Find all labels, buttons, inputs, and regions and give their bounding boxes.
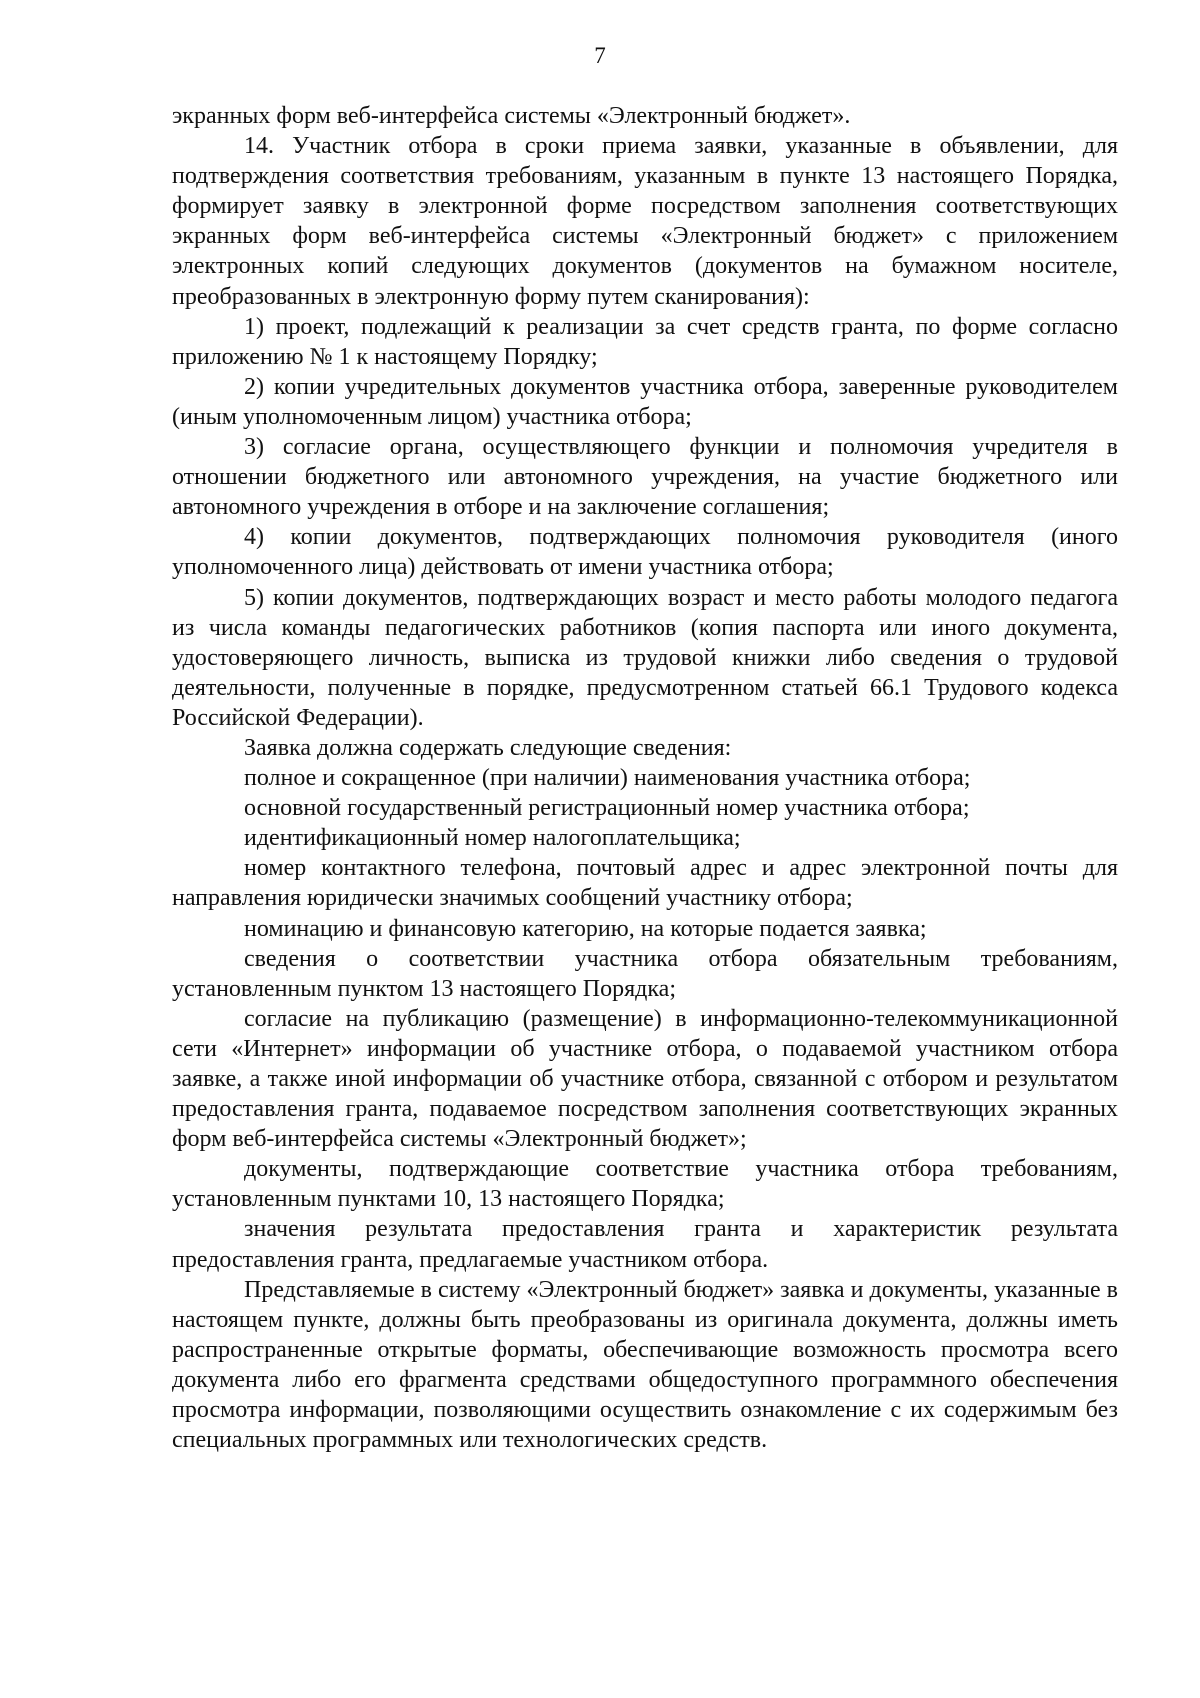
list-item-4: 4) копии документов, подтверждающих полномочия руководителя (иного уполномоченного лица) действовать от имени участника отбора; xyxy=(172,524,1118,581)
paragraph-file-formats: Представляемые в систему «Электронный бюджет» заявка и документы, указанные в настоящем пункте, должны быть преобразованы из оригинала документа, должны иметь распространенные открытые форматы, обеспечивающие возможность просмотра всего документа либо его фрагмента средствами общедоступного программного обеспечения просмотра информации, позволяющими осуществить ознакомление с их содержимым без специальных программных или технологических средств. xyxy=(172,1276,1118,1454)
paragraph-compliance: сведения о соответствии участника отбора обязательным требованиям, установленным пунктом 13 настоящего Порядка; xyxy=(172,945,1118,1002)
page-number: 7 xyxy=(594,43,606,68)
paragraph-inn: идентификационный номер налогоплательщика; xyxy=(244,825,741,852)
document-body xyxy=(172,101,1118,1455)
paragraph-full-name: полное и сокращенное (при наличии) наименования участника отбора; xyxy=(244,765,971,792)
paragraph-item-14: 14. Участник отбора в сроки приема заявки, указанные в объявлении, для подтверждения соответствия требованиям, указанным в пункте 13 настоящего Порядка, формирует заявку в электронной форме посредством заполнения соответствующих экранных форм веб-интерфейса системы «Электронный бюджет» с приложением электронных копий следующих документов (документов на бумажном носителе, преобразованных в электронную форму путем сканирования): xyxy=(172,133,1118,310)
paragraph-result-values: значения результата предоставления гранта и характеристик результата предоставления гранта, предлагаемые участником отбора. xyxy=(172,1216,1118,1273)
paragraph-continuation: экранных форм веб-интерфейса системы «Электронный бюджет». xyxy=(172,103,851,129)
paragraph-ogrn: основной государственный регистрационный номер участника отбора; xyxy=(244,795,970,822)
list-item-1: 1) проект, подлежащий к реализации за счет средств гранта, по форме согласно приложению № 1 к настоящему Порядку; xyxy=(172,313,1118,370)
list-item-5: 5) копии документов, подтверждающих возраст и место работы молодого педагога из числа команды педагогических работников (копия паспорта или иного документа, удостоверяющего личность, выписка из трудовой книжки либо сведения о трудовой деятельности, полученные в порядке, предусмотренном статьей 66.1 Трудового кодекса Российской Федерации). xyxy=(172,584,1118,731)
paragraph-publication-consent: согласие на публикацию (размещение) в информационно-телекоммуникационной сети «Интернет» информации об участнике отбора, о подаваемой участником отбора заявке, а также иной информации об участнике отбора, связанной с отбором и результатом предоставления гранта, подаваемое посредством заполнения соответствующих экранных форм веб-интерфейса системы «Электронный бюджет»; xyxy=(172,1005,1118,1153)
list-item-3: 3) согласие органа, осуществляющего функции и полномочия учредителя в отношении бюджетного или автономного учреждения, на участие бюджетного или автономного учреждения в отборе и на заключение соглашения; xyxy=(172,434,1118,521)
paragraph-nomination: номинацию и финансовую категорию, на которые подается заявка; xyxy=(244,915,927,942)
paragraph-contacts: номер контактного телефона, почтовый адрес и адрес электронной почты для направления юридически значимых сообщений участнику отбора; xyxy=(172,855,1118,912)
paragraph-confirming-documents: документы, подтверждающие соответствие участника отбора требованиям, установленным пунктами 10, 13 настоящего Порядка; xyxy=(172,1156,1118,1213)
paragraph-application-contents: Заявка должна содержать следующие сведения: xyxy=(244,734,732,761)
list-item-2: 2) копии учредительных документов участника отбора, заверенные руководителем (иным уполномоченным лицом) участника отбора; xyxy=(172,373,1118,430)
